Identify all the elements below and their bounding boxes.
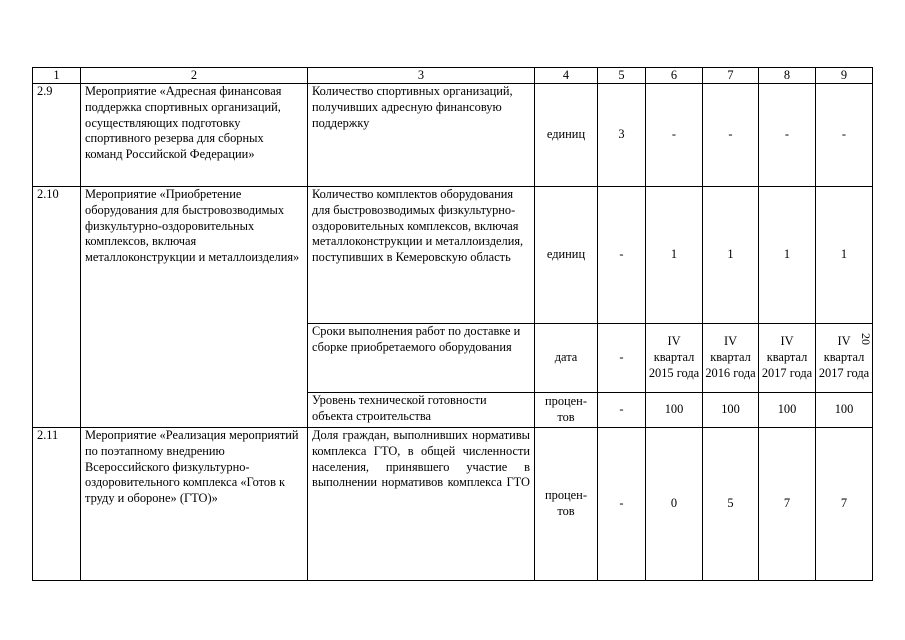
value-2017: 1 <box>816 187 873 324</box>
value-2015: IV квартал 2015 года <box>646 324 703 393</box>
value-2016: IV квартал 2016 года <box>703 324 759 393</box>
value-2017: - <box>759 84 816 187</box>
base-value: 3 <box>598 84 646 187</box>
unit: единиц <box>535 84 598 187</box>
base-value: - <box>598 187 646 324</box>
base-value: - <box>598 428 646 581</box>
table-row <box>33 428 873 581</box>
event-name: Мероприятие «Реализация мероприятий по поэтапному внедрению Всероссийского физкультурно-оздоровительного комплекса «Готов к труду и обороне» (ГТО)» <box>81 428 308 581</box>
indicator-name: Доля граждан, выполнивших нормативы комплекса ГТО, в общей численности населения, принявшего участие в выполнении нормативов комплекса ГТО <box>308 428 535 581</box>
column-number-row <box>33 68 873 84</box>
indicator-name: Уровень технической готовности объекта строительства <box>308 393 535 428</box>
value-2017: 1 <box>759 187 816 324</box>
base-value: - <box>598 393 646 428</box>
column-number: 5 <box>598 68 646 84</box>
column-number: 7 <box>703 68 759 84</box>
page-number: 20 <box>859 333 873 345</box>
indicator-name: Количество комплектов оборудования для быстровозводимых физкультурно-оздоровительных комплексов, включая металлоконструкции и металлоизделия, поступивших в Кемеровскую область <box>308 187 535 324</box>
value-2016: 1 <box>703 187 759 324</box>
column-number: 8 <box>759 68 816 84</box>
column-number: 4 <box>535 68 598 84</box>
value-2015: 1 <box>646 187 703 324</box>
unit: процен-тов <box>535 393 598 428</box>
indicators-table <box>32 67 873 581</box>
value-2016: 100 <box>703 393 759 428</box>
base-value: - <box>598 324 646 393</box>
value-2017: 7 <box>816 428 873 581</box>
row-number: 2.11 <box>33 428 81 581</box>
row-number: 2.9 <box>33 84 81 187</box>
event-name: Мероприятие «Приобретение оборудования для быстровозводимых физкультурно-оздоровительных комплексов, включая металлоконструкции и металлоизделия» <box>81 187 308 428</box>
column-number: 3 <box>308 68 535 84</box>
indicator-name: Сроки выполнения работ по доставке и сборке приобретаемого оборудования <box>308 324 535 393</box>
column-number: 1 <box>33 68 81 84</box>
value-2015: 0 <box>646 428 703 581</box>
value-2016: - <box>703 84 759 187</box>
value-2015: 100 <box>646 393 703 428</box>
row-number: 2.10 <box>33 187 81 428</box>
value-2017: 100 <box>759 393 816 428</box>
value-2016: 5 <box>703 428 759 581</box>
value-2017: - <box>816 84 873 187</box>
column-number: 2 <box>81 68 308 84</box>
unit: процен-тов <box>535 428 598 581</box>
value-2017: IV квартал 2017 года <box>759 324 816 393</box>
value-2015: - <box>646 84 703 187</box>
unit: дата <box>535 324 598 393</box>
column-number: 6 <box>646 68 703 84</box>
indicator-name: Количество спортивных организаций, получивших адресную финансовую поддержку <box>308 84 535 187</box>
value-2017: 100 <box>816 393 873 428</box>
column-number: 9 <box>816 68 873 84</box>
unit: единиц <box>535 187 598 324</box>
value-2017: 7 <box>759 428 816 581</box>
event-name: Мероприятие «Адресная финансовая поддержка спортивных организаций, осуществляющих подготовку спортивного резерва для сборных команд Российской Федерации» <box>81 84 308 187</box>
value-2017: IV квартал 2017 года <box>816 324 873 393</box>
table-row <box>33 84 873 187</box>
table-row <box>33 187 873 324</box>
